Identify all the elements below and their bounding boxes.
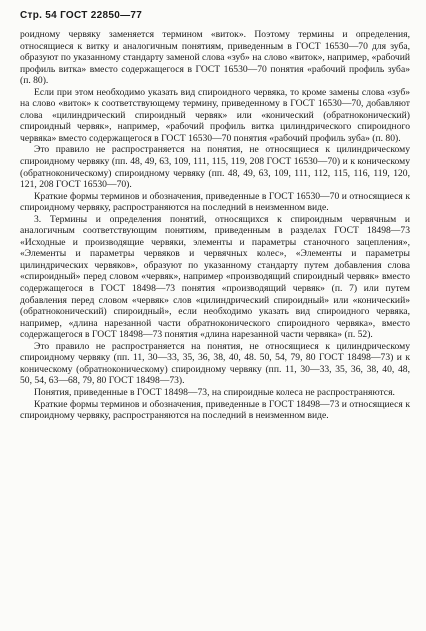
paragraph-2: Если при этом необходимо указать вид спироидного червяка, то кроме замены слова «зуб» на слово «виток» к соответствующему термину, приведенному в ГОСТ 16530—70, добавляют слова «цилиндрический спироидный червяк» или «конический (обратноконический) спироидный червяк», например, «рабочий профиль витка цилиндрического спироидного червяка» вместо содержащегося в ГОСТ 16530—70 понятия «рабочий профиль зуба» (п. 80). bbox=[20, 86, 410, 144]
paragraph-6: Это правило не распространяется на понятия, не относящиеся к цилиндрическому спироидному червяку (пп. 11, 30—33, 35, 36, 38, 40, 48. 50, 54, 79, 80 ГОСТ 18498—73) и к коническому (обратноконическому) спироидному червяку (пп. 11, 30—33, 35, 36, 38, 40, 48, 50, 54, 63—68, 79, 80 ГОСТ 18498—73). bbox=[20, 340, 410, 387]
paragraph-7: Понятия, приведенные в ГОСТ 18498—73, на спироидные колеса не распространяются. bbox=[34, 386, 395, 398]
paragraph-1: роидному червяку заменяется термином «виток». Поэтому термины и определения, относящиеся к витку и аналогичным понятиям, приведенным в ГОСТ 16530—70 для зуба, образуют по указанному стандарту заменой слова «зуб» на слово «виток», например, «рабочий профиль витка» вместо содержащегося в ГОСТ 16530—70 понятия «рабочий профиль зуба» (п. 80). bbox=[20, 29, 410, 87]
paragraph-4: Краткие формы терминов и обозначения, приведенные в ГОСТ 16530—70 и относящиеся к спироидному червяку, распространяются на последний в неизменном виде. bbox=[20, 190, 410, 214]
paragraph-5: 3. Термины и определения понятий, относящихся к спироидным червячным и аналогичным соответствующим понятиям, приведенным в разделах ГОСТ 18498—73 «Исходные и производящие червяки, элементы и параметры станочного зацепления», «Элементы и параметры червяков и червячных колес», «Элементы и параметры цилиндрических червяков», образуют по указанному стандарту путем добавления слова «спироидный» перед словом «червяк», например «производящий спироидный червяк» вместо содержащегося в ГОСТ 18498—73 понятия «производящий червяк» (п. 7) или путем добавления перед словом «червяк» слов «цилиндрический спироидный» или «конический» (обратноконический) спироидный», если необходимо указать вид спироидного червяка, например, «длина нарезанной части обратноконического спироидного червяка», вместо содержащегося в ГОСТ 18498—73 понятия «длина нарезанной части червяка» (п. 52). bbox=[20, 213, 410, 341]
page-header: Стр. 54 ГОСТ 22850—77 bbox=[20, 10, 143, 21]
document-body bbox=[20, 29, 410, 422]
paragraph-8: Краткие формы терминов и обозначения, приведенные в ГОСТ 18498—73 и относящиеся к спироидному червяку, распространяются на последний в неизменном виде. bbox=[20, 398, 410, 422]
paragraph-3: Это правило не распространяется на понятия, не относящиеся к цилиндрическому спироидному червяку (пп. 48, 49, 63, 109, 111, 115, 119, 208 ГОСТ 16530—70) и к коническому (обратноконическому) спироидному червяку (пп. 48, 49, 63, 109, 111, 112, 115, 116, 119, 120, 121, 208 ГОСТ 16530—70). bbox=[20, 144, 410, 191]
